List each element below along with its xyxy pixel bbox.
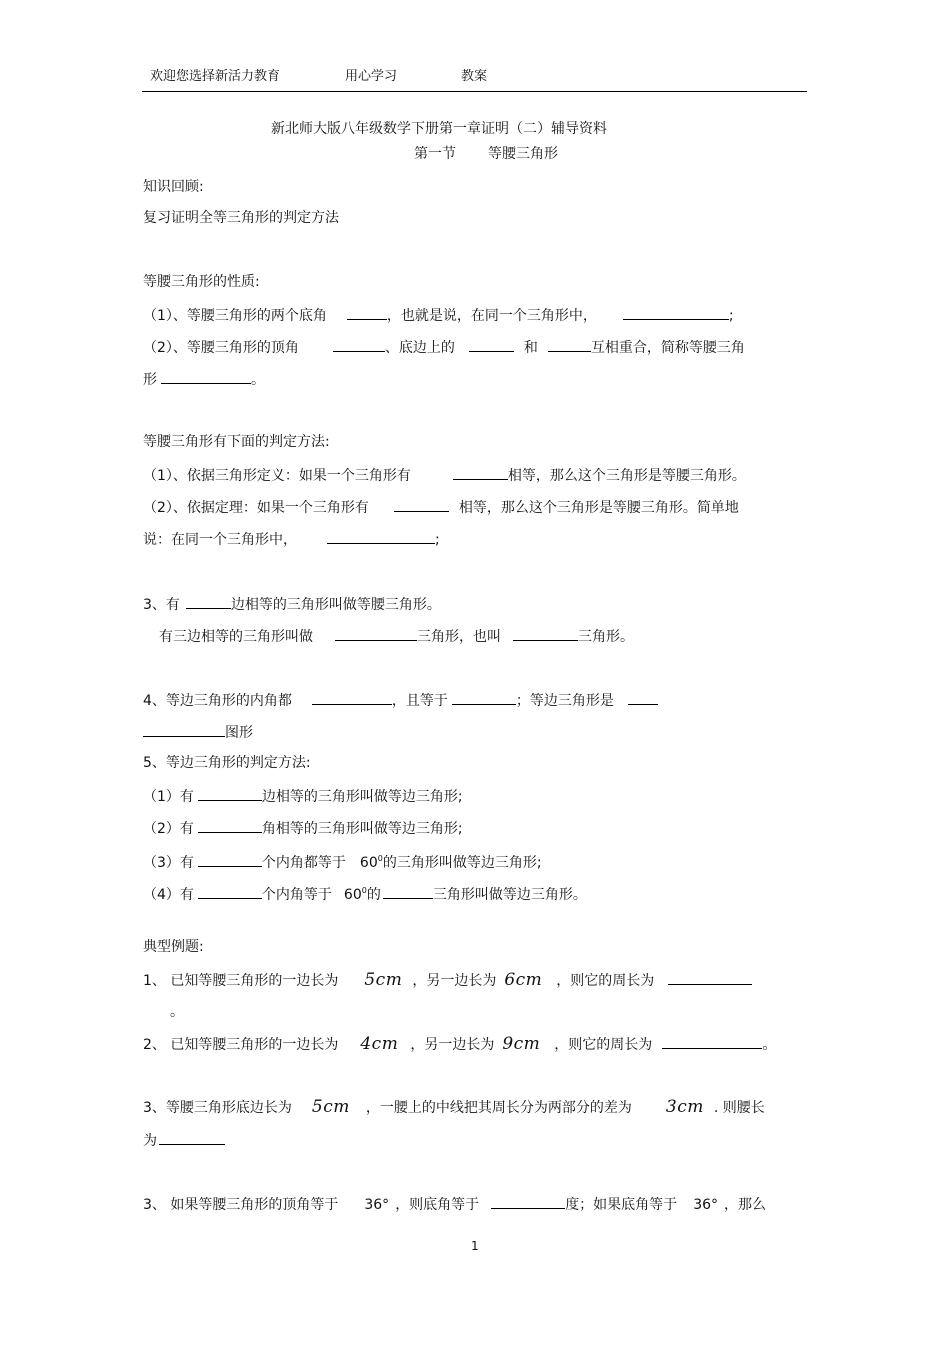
question-5-rule-3: （3）有 个内角都等于 $60^0$的三角形叫做等边三角形; [143,854,542,871]
header-left: 欢迎您选择新活力教育 [150,69,281,84]
example-1: 1、 已知等腰三角形的一边长为 5cm ，另一边长为 6cm ，则它的周长为 [143,970,752,990]
question-5-rule-2: （2）有 角相等的三角形叫做等边三角形; [143,818,463,838]
example-3-cont: 为 [143,1130,225,1150]
page-number: 1 [471,1239,479,1253]
handwritten-value: 4cm [360,1034,399,1054]
header-middle: 用心学习 [345,69,398,84]
header-right: 教案 [461,69,488,84]
question-5-rule-4: （4）有 个内角等于 $60^0$的 三角形叫做等边三角形。 [143,886,587,903]
criteria-2: （2）、依据定理：如果一个三角形有 相等，那么这个三角形是等腰三角形。简单地 [143,497,739,517]
question-3: 3、有 边相等的三角形叫做等腰三角形。 [143,594,441,614]
property-2: （2）、等腰三角形的顶角 、底边上的 和 互相重合，简称等腰三角 [143,337,745,357]
handwritten-value: 5cm [311,1097,350,1117]
example-4: 3、 如果等腰三角形的顶角等于 36° ，则底角等于 度；如果底角等于 36° ，那么 [143,1194,766,1214]
question-4: 4、等边三角形的内角都 ，且等于 ；等边三角形是 [143,690,658,710]
criteria-1: （1）、依据三角形定义：如果一个三角形有 相等，那么这个三角形是等腰三角形。 [143,465,746,485]
question-3-line-2: 有三边相等的三角形叫做 三角形，也叫 三角形。 [159,626,634,646]
example-1-end: 。 [170,1004,184,1020]
example-2: 2、 已知等腰三角形的一边长为 4cm ，另一边长为 9cm ，则它的周长为 。 [143,1034,777,1054]
question-5-rule-1: （1）有 边相等的三角形叫做等边三角形; [143,786,463,806]
property-1: （1）、等腰三角形的两个底角 ，也就是说，在同一个三角形中， ; [143,305,734,325]
section-title: 等腰三角形 [488,146,558,162]
criteria-2-cont: 说：在同一个三角形中， ; [143,529,440,549]
example-3: 3、等腰三角形底边长为 5cm ，一腰上的中线把其周长分为两部分的差为 3cm . 则腰长 [143,1097,765,1117]
page-title: 新北师大版八年级数学下册第一章证明（二）辅导资料 [271,121,607,137]
review-item: 复习证明全等三角形的判定方法 [143,210,339,226]
property-2-cont: 形 。 [143,369,265,389]
handwritten-value: 5cm [364,970,403,990]
review-heading: 知识回顾: [143,179,204,195]
examples-heading: 典型例题: [143,939,204,955]
properties-heading: 等腰三角形的性质: [143,274,260,290]
question-5-heading: 5、等边三角形的判定方法: [143,755,311,771]
section-number: 第一节 [414,146,456,162]
handwritten-value: 6cm [504,970,543,990]
question-4-cont: 图形 [143,722,253,742]
criteria-heading: 等腰三角形有下面的判定方法: [143,434,330,450]
handwritten-value: 3cm [665,1097,704,1117]
handwritten-value: 9cm [502,1034,541,1054]
header-rule [142,91,807,92]
